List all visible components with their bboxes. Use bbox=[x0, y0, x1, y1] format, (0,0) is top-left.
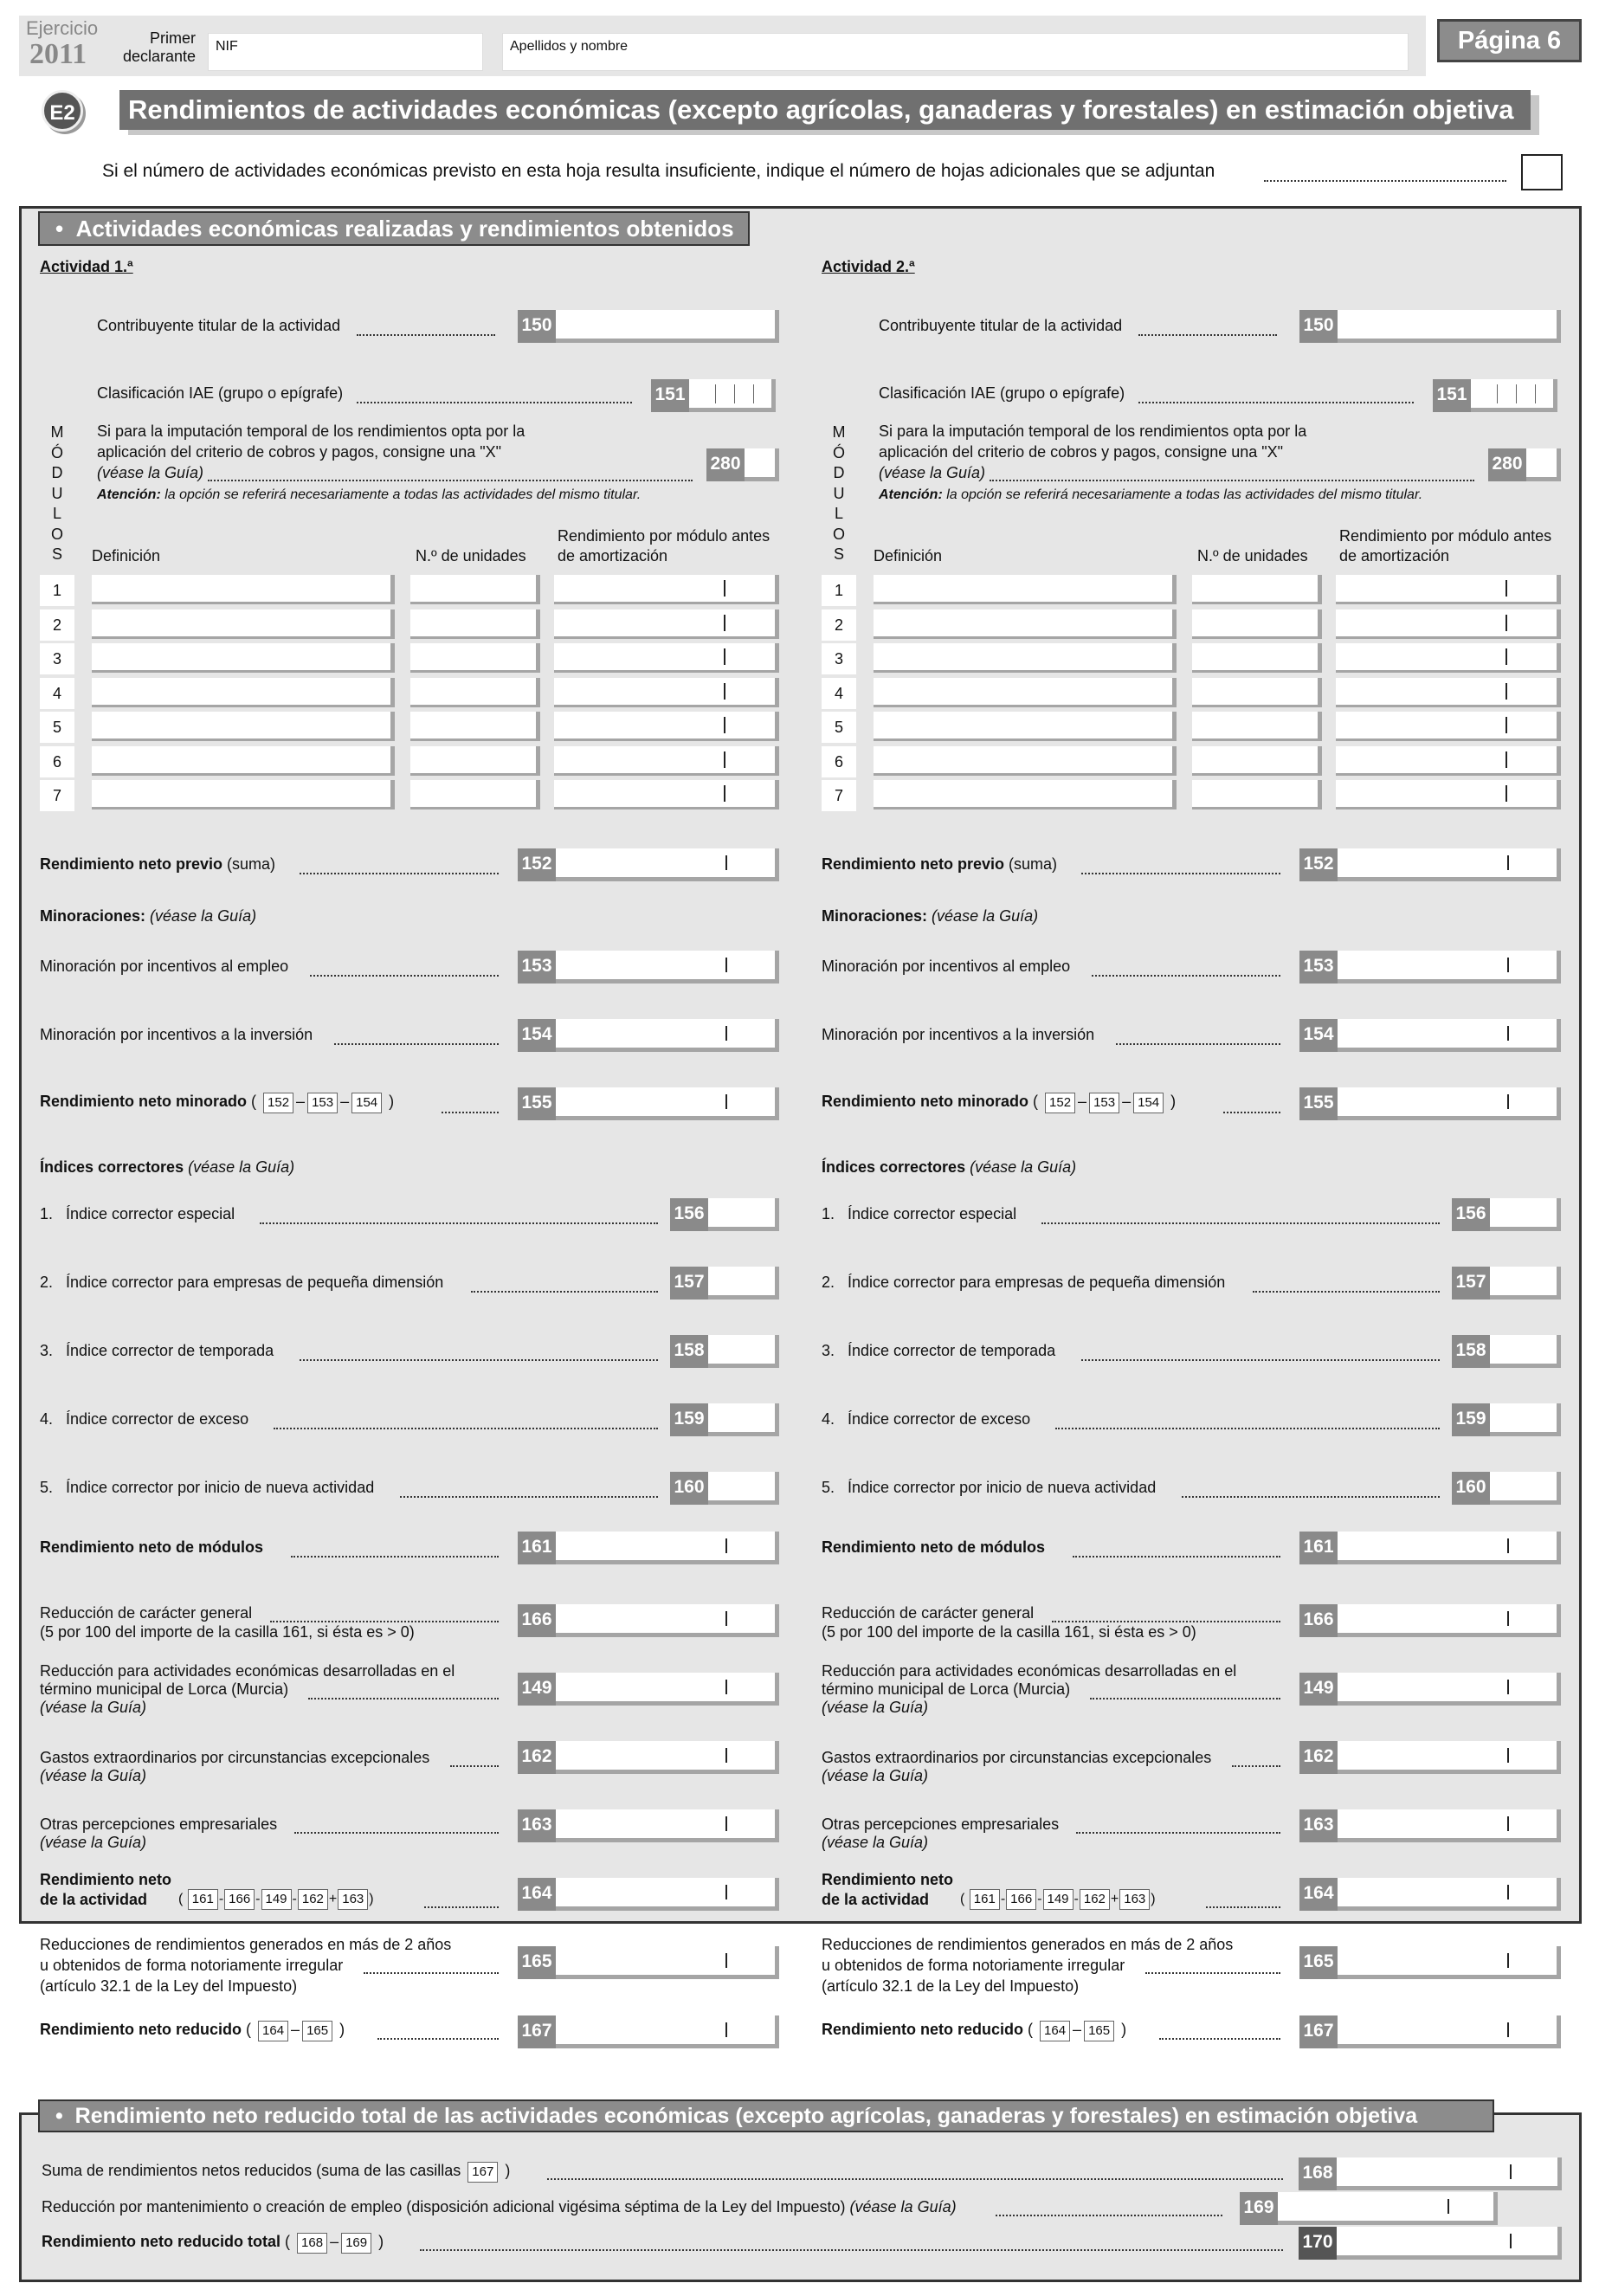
act1-box-151-code: 151 bbox=[651, 379, 689, 412]
act2-box-150[interactable] bbox=[1338, 310, 1561, 343]
act2-red-irreg-label: Reducciones de rendimientos generados en más de 2 años u obtenidos de forma notoriamente irregular (artículo 32.1 de la Ley del Impuesto) bbox=[822, 1936, 1234, 1995]
act2-box-149-code: 149 bbox=[1299, 1673, 1338, 1706]
act2-indice-1-label: 1. Índice corrector especial bbox=[822, 1205, 1017, 1222]
act1-box-162[interactable] bbox=[556, 1741, 779, 1774]
act1-box-149[interactable] bbox=[556, 1673, 779, 1706]
act1-box-150[interactable] bbox=[556, 310, 779, 343]
act1-unidades-cell[interactable] bbox=[410, 678, 540, 707]
act1-neto-previo-label: Rendimiento neto previo (suma) bbox=[40, 855, 276, 873]
act2-red-general-label: Reducción de carácter general (5 por 100 del importe de la casilla 161, si ésta es > 0) bbox=[822, 1604, 1196, 1641]
act1-definicion-cell[interactable] bbox=[92, 712, 395, 741]
act2-box-167-code: 167 bbox=[1299, 2015, 1338, 2048]
act2-unidades-cell[interactable] bbox=[1192, 643, 1322, 673]
act1-unidades-cell[interactable] bbox=[410, 712, 540, 741]
act1-box-166[interactable] bbox=[556, 1604, 779, 1637]
act1-rend-mod-cell[interactable] bbox=[554, 575, 779, 604]
act2-box-161[interactable] bbox=[1338, 1532, 1561, 1564]
act1-rend-mod-cell[interactable] bbox=[554, 712, 779, 741]
act2-row-number: 1 bbox=[822, 575, 856, 606]
act2-label: Actividad 2.ª bbox=[822, 258, 915, 275]
year: 2011 bbox=[29, 38, 87, 70]
act2-box-167[interactable] bbox=[1338, 2015, 1561, 2048]
total-label: Rendimiento neto reducido total ( 168 – 169 ) bbox=[42, 2233, 384, 2254]
act2-unidades-cell[interactable] bbox=[1192, 780, 1322, 809]
act2-box-152-code: 152 bbox=[1299, 848, 1338, 881]
act2-clasificacion-label: Clasificación IAE (grupo o epígrafe) bbox=[879, 384, 1125, 402]
act1-indice-4-label: 4. Índice corrector de exceso bbox=[40, 1410, 249, 1428]
act2-gastos-label: Gastos extraordinarios por circunstancias excepcionales (véase la Guía) bbox=[822, 1749, 1212, 1784]
act1-box-156[interactable] bbox=[708, 1198, 779, 1231]
act2-box-162[interactable] bbox=[1338, 1741, 1561, 1774]
act2-indices-label: Índices correctores (véase la Guía) bbox=[822, 1158, 1077, 1176]
act2-definicion-cell[interactable] bbox=[874, 780, 1177, 809]
act1-red-irreg-label: Reducciones de rendimientos generados en más de 2 años u obtenidos de forma notoriamente irregular (artículo 32.1 de la Ley del Impuesto) bbox=[40, 1936, 452, 1995]
suma-label: Suma de rendimientos netos reducidos (suma de las casillas 167 ) bbox=[42, 2162, 510, 2183]
act2-neto-previo-label: Rendimiento neto previo (suma) bbox=[822, 855, 1058, 873]
act1-definicion-header: Definición bbox=[92, 547, 161, 564]
act1-min-inversion-label: Minoración por incentivos a la inversión bbox=[40, 1026, 313, 1043]
act2-modulos-vertical: M Ó D U L O S bbox=[832, 423, 846, 563]
act1-indice-5-label: 5. Índice corrector por inicio de nueva actividad bbox=[40, 1479, 375, 1496]
act2-definicion-cell[interactable] bbox=[874, 712, 1177, 741]
act1-criterio-line1: Si para la imputación temporal de los rendimientos opta por la bbox=[97, 422, 525, 440]
act2-box-163[interactable] bbox=[1338, 1809, 1561, 1842]
additional-sheets-box[interactable] bbox=[1521, 154, 1563, 190]
act1-red-general-label: Reducción de carácter general (5 por 100 del importe de la casilla 161, si ésta es > 0) bbox=[40, 1604, 415, 1641]
act1-box-150-code: 150 bbox=[518, 310, 556, 343]
act1-box-149-code: 149 bbox=[518, 1673, 556, 1706]
act2-box-149[interactable] bbox=[1338, 1673, 1561, 1706]
nif-field[interactable]: NIF bbox=[208, 33, 483, 71]
act1-criterio-line3: (véase la Guía) bbox=[97, 464, 204, 481]
act2-definicion-cell[interactable] bbox=[874, 643, 1177, 673]
act2-box-164-code: 164 bbox=[1299, 1878, 1338, 1911]
act1-row-number: 4 bbox=[40, 678, 74, 709]
act1-neto-minorado-label: Rendimiento neto minorado ( 152 – 153 – 154 ) bbox=[40, 1093, 394, 1113]
act1-neto-act-label: Rendimiento neto de la actividad bbox=[40, 1871, 171, 1908]
act1-neto-act-formula: ( 161 - 166 - 149 - 162 + 163 ) bbox=[178, 1889, 374, 1910]
act2-box-280-code: 280 bbox=[1488, 448, 1526, 481]
act2-unidades-cell[interactable] bbox=[1192, 712, 1322, 741]
act2-box-157[interactable] bbox=[1490, 1267, 1561, 1300]
reduccion-label: Reducción por mantenimiento o creación de empleo (disposición adicional vigésima séptima de la Ley del Impuesto) (véase la Guía) bbox=[42, 2198, 957, 2215]
act2-box-163-code: 163 bbox=[1299, 1809, 1338, 1842]
act2-box-151-code: 151 bbox=[1433, 379, 1471, 412]
act1-indice-2-label: 2. Índice corrector para empresas de pequeña dimensión bbox=[40, 1274, 444, 1291]
act1-red-lorca-label: Reducción para actividades económicas desarrolladas en el término municipal de Lorca (Murcia) (véase la Guía) bbox=[40, 1662, 455, 1716]
act2-indice-5-label: 5. Índice corrector por inicio de nueva actividad bbox=[822, 1479, 1157, 1496]
act2-box-154-code: 154 bbox=[1299, 1019, 1338, 1052]
act1-row-number: 2 bbox=[40, 609, 74, 641]
act1-neto-reducido-label: Rendimiento neto reducido ( 164 – 165 ) bbox=[40, 2021, 345, 2041]
act2-box-161-code: 161 bbox=[1299, 1532, 1338, 1564]
act2-row-number: 2 bbox=[822, 609, 856, 641]
act1-box-161-code: 161 bbox=[518, 1532, 556, 1564]
section-code-badge: E2 bbox=[42, 90, 83, 132]
act2-neto-act-formula: ( 161 - 166 - 149 - 162 + 163 ) bbox=[960, 1889, 1156, 1910]
act1-box-153[interactable] bbox=[556, 951, 779, 984]
act2-box-158[interactable] bbox=[1490, 1335, 1561, 1368]
act1-unidades-header: N.º de unidades bbox=[416, 547, 526, 564]
act2-atencion: Atención: la opción se referirá necesariamente a todas las actividades del mismo titular. bbox=[879, 487, 1423, 502]
act2-criterio-line2: aplicación del criterio de cobros y pagos, consigne una "X" bbox=[879, 443, 1284, 461]
act1-box-165-code: 165 bbox=[518, 1946, 556, 1979]
act1-neto-modulos-label: Rendimiento neto de módulos bbox=[40, 1538, 264, 1556]
act2-neto-minorado-label: Rendimiento neto minorado ( 152 – 153 – 154 ) bbox=[822, 1093, 1176, 1113]
act2-unidades-cell[interactable] bbox=[1192, 746, 1322, 776]
act1-definicion-cell[interactable] bbox=[92, 746, 395, 776]
act2-box-166-code: 166 bbox=[1299, 1604, 1338, 1637]
act1-row-number: 5 bbox=[40, 712, 74, 743]
act2-box-165-code: 165 bbox=[1299, 1946, 1338, 1979]
act1-rend-mod-cell[interactable] bbox=[554, 643, 779, 673]
act1-rend-mod-cell[interactable] bbox=[554, 746, 779, 776]
act1-minoraciones-label: Minoraciones: (véase la Guía) bbox=[40, 907, 257, 925]
act1-rend-mod-cell[interactable] bbox=[554, 780, 779, 809]
act1-indice-1-label: 1. Índice corrector especial bbox=[40, 1205, 235, 1222]
act1-box-152[interactable] bbox=[556, 848, 779, 881]
act2-unidades-cell[interactable] bbox=[1192, 678, 1322, 707]
act2-box-164[interactable] bbox=[1338, 1878, 1561, 1911]
act1-min-empleo-label: Minoración por incentivos al empleo bbox=[40, 958, 289, 975]
act2-definicion-header: Definición bbox=[874, 547, 943, 564]
box-169[interactable] bbox=[1278, 2192, 1498, 2225]
box-168-code: 168 bbox=[1299, 2157, 1337, 2190]
act2-box-155-code: 155 bbox=[1299, 1087, 1338, 1120]
act1-box-155-code: 155 bbox=[518, 1087, 556, 1120]
act1-box-163-code: 163 bbox=[518, 1809, 556, 1842]
act2-box-155[interactable] bbox=[1338, 1087, 1561, 1120]
act2-rend-mod-cell[interactable] bbox=[1336, 712, 1561, 741]
act2-box-158-code: 158 bbox=[1452, 1335, 1490, 1368]
act1-definicion-cell[interactable] bbox=[92, 643, 395, 673]
act1-row-number: 6 bbox=[40, 746, 74, 777]
act1-box-280[interactable] bbox=[745, 448, 779, 481]
act1-box-154-code: 154 bbox=[518, 1019, 556, 1052]
act2-definicion-cell[interactable] bbox=[874, 746, 1177, 776]
act1-box-159-code: 159 bbox=[670, 1403, 708, 1436]
act1-box-160[interactable] bbox=[708, 1472, 779, 1505]
act2-definicion-cell[interactable] bbox=[874, 678, 1177, 707]
act1-box-157-code: 157 bbox=[670, 1267, 708, 1300]
act2-box-280[interactable] bbox=[1526, 448, 1561, 481]
act1-label: Actividad 1.ª bbox=[40, 258, 133, 275]
act1-box-163[interactable] bbox=[556, 1809, 779, 1842]
act1-contribuyente-label: Contribuyente titular de la actividad bbox=[97, 317, 341, 334]
act1-box-152-code: 152 bbox=[518, 848, 556, 881]
act2-box-154[interactable] bbox=[1338, 1019, 1561, 1052]
section1-title: • Actividades económicas realizadas y rendimientos obtenidos bbox=[38, 211, 750, 246]
section2-title: • Rendimiento neto reducido total de las actividades económicas (excepto agrícolas, ganaderas y forestales) en estimación objetiva bbox=[38, 2099, 1494, 2132]
act2-box-152[interactable] bbox=[1338, 848, 1561, 881]
act1-box-161[interactable] bbox=[556, 1532, 779, 1564]
act1-box-167[interactable] bbox=[556, 2015, 779, 2048]
act2-neto-act-label: Rendimiento neto de la actividad bbox=[822, 1871, 953, 1908]
act2-minoraciones-label: Minoraciones: (véase la Guía) bbox=[822, 907, 1039, 925]
act1-box-160-code: 160 bbox=[670, 1472, 708, 1505]
act2-row-number: 5 bbox=[822, 712, 856, 743]
act2-definicion-cell[interactable] bbox=[874, 575, 1177, 604]
box-170[interactable] bbox=[1337, 2227, 1562, 2260]
act2-box-162-code: 162 bbox=[1299, 1741, 1338, 1774]
act1-box-162-code: 162 bbox=[518, 1741, 556, 1774]
act2-unidades-cell[interactable] bbox=[1192, 575, 1322, 604]
act1-atencion: Atención: la opción se referirá necesariamente a todas las actividades del mismo titular. bbox=[97, 487, 642, 502]
act2-box-160-code: 160 bbox=[1452, 1472, 1490, 1505]
act2-rend-mod-header: Rendimiento por módulo antes de amortización bbox=[1339, 527, 1552, 564]
act2-rend-mod-cell[interactable] bbox=[1336, 678, 1561, 707]
act1-box-154[interactable] bbox=[556, 1019, 779, 1052]
act1-box-167-code: 167 bbox=[518, 2015, 556, 2048]
act2-indice-3-label: 3. Índice corrector de temporada bbox=[822, 1342, 1056, 1359]
additional-sheets-label: Si el número de actividades económicas previsto en esta hoja resulta insuficiente, indique el número de hojas adicionales que se adjuntan bbox=[102, 161, 1215, 181]
act2-row-number: 6 bbox=[822, 746, 856, 777]
act1-box-158[interactable] bbox=[708, 1335, 779, 1368]
act1-otras-label: Otras percepciones empresariales (véase la Guía) bbox=[40, 1816, 278, 1851]
ejercicio-label: Ejercicio bbox=[26, 17, 99, 39]
act2-red-lorca-label: Reducción para actividades económicas desarrolladas en el término municipal de Lorca (Murcia) (véase la Guía) bbox=[822, 1662, 1237, 1716]
act1-clasificacion-label: Clasificación IAE (grupo o epígrafe) bbox=[97, 384, 344, 402]
act1-unidades-cell[interactable] bbox=[410, 746, 540, 776]
act1-box-164[interactable] bbox=[556, 1878, 779, 1911]
act2-box-156-code: 156 bbox=[1452, 1198, 1490, 1231]
act1-definicion-cell[interactable] bbox=[92, 678, 395, 707]
act2-neto-reducido-label: Rendimiento neto reducido ( 164 – 165 ) bbox=[822, 2021, 1126, 2041]
act1-box-153-code: 153 bbox=[518, 951, 556, 984]
act2-contribuyente-label: Contribuyente titular de la actividad bbox=[879, 317, 1123, 334]
act1-indices-label: Índices correctores (véase la Guía) bbox=[40, 1158, 295, 1176]
act1-rend-mod-cell[interactable] bbox=[554, 678, 779, 707]
act1-box-280-code: 280 bbox=[706, 448, 745, 481]
act2-otras-label: Otras percepciones empresariales (véase la Guía) bbox=[822, 1816, 1060, 1851]
act2-box-150-code: 150 bbox=[1299, 310, 1338, 343]
act1-box-151[interactable] bbox=[689, 379, 776, 412]
act2-min-empleo-label: Minoración por incentivos al empleo bbox=[822, 958, 1071, 975]
act1-box-159[interactable] bbox=[708, 1403, 779, 1436]
act1-unidades-cell[interactable] bbox=[410, 575, 540, 604]
act1-box-164-code: 164 bbox=[518, 1878, 556, 1911]
act2-rend-mod-cell[interactable] bbox=[1336, 780, 1561, 809]
act2-neto-modulos-label: Rendimiento neto de módulos bbox=[822, 1538, 1046, 1556]
act2-unidades-cell[interactable] bbox=[1192, 609, 1322, 639]
act1-box-158-code: 158 bbox=[670, 1335, 708, 1368]
box-168[interactable] bbox=[1337, 2157, 1562, 2190]
act1-definicion-cell[interactable] bbox=[92, 609, 395, 639]
page-label: Página 6 bbox=[1437, 19, 1582, 62]
act2-box-165[interactable] bbox=[1338, 1946, 1561, 1979]
act2-indice-4-label: 4. Índice corrector de exceso bbox=[822, 1410, 1031, 1428]
nombre-field[interactable]: Apellidos y nombre bbox=[502, 33, 1409, 71]
act2-criterio-line1: Si para la imputación temporal de los rendimientos opta por la bbox=[879, 422, 1307, 440]
act2-box-153-code: 153 bbox=[1299, 951, 1338, 984]
act2-box-159[interactable] bbox=[1490, 1403, 1561, 1436]
act2-box-159-code: 159 bbox=[1452, 1403, 1490, 1436]
act1-box-157[interactable] bbox=[708, 1267, 779, 1300]
act2-rend-mod-cell[interactable] bbox=[1336, 643, 1561, 673]
page-title: Rendimientos de actividades económicas (excepto agrícolas, ganaderas y forestales) en estimación objetiva bbox=[119, 90, 1531, 130]
declarante-label: Primer declarante bbox=[122, 29, 196, 65]
act1-row-number: 3 bbox=[40, 643, 74, 674]
act2-box-166[interactable] bbox=[1338, 1604, 1561, 1637]
act1-unidades-cell[interactable] bbox=[410, 780, 540, 809]
act2-rend-mod-cell[interactable] bbox=[1336, 575, 1561, 604]
act2-indice-2-label: 2. Índice corrector para empresas de pequeña dimensión bbox=[822, 1274, 1226, 1291]
act1-indice-3-label: 3. Índice corrector de temporada bbox=[40, 1342, 274, 1359]
act1-box-165[interactable] bbox=[556, 1946, 779, 1979]
act1-row-number: 1 bbox=[40, 575, 74, 606]
act1-criterio-line2: aplicación del criterio de cobros y pagos, consigne una "X" bbox=[97, 443, 502, 461]
act1-modulos-vertical: M Ó D U L O S bbox=[50, 423, 64, 563]
act1-rend-mod-header: Rendimiento por módulo antes de amortización bbox=[558, 527, 770, 564]
act2-unidades-header: N.º de unidades bbox=[1197, 547, 1308, 564]
box-170-code: 170 bbox=[1299, 2227, 1337, 2260]
act1-definicion-cell[interactable] bbox=[92, 780, 395, 809]
act2-rend-mod-cell[interactable] bbox=[1336, 609, 1561, 639]
act2-row-number: 3 bbox=[822, 643, 856, 674]
act2-criterio-line3: (véase la Guía) bbox=[879, 464, 986, 481]
act2-row-number: 4 bbox=[822, 678, 856, 709]
act1-definicion-cell[interactable] bbox=[92, 575, 395, 604]
act1-gastos-label: Gastos extraordinarios por circunstancias excepcionales (véase la Guía) bbox=[40, 1749, 430, 1784]
act2-box-153[interactable] bbox=[1338, 951, 1561, 984]
act2-box-160[interactable] bbox=[1490, 1472, 1561, 1505]
act1-unidades-cell[interactable] bbox=[410, 609, 540, 639]
act1-box-166-code: 166 bbox=[518, 1604, 556, 1637]
act2-box-156[interactable] bbox=[1490, 1198, 1561, 1231]
act2-box-151[interactable] bbox=[1471, 379, 1557, 412]
act1-row-number: 7 bbox=[40, 780, 74, 811]
act2-rend-mod-cell[interactable] bbox=[1336, 746, 1561, 776]
act2-row-number: 7 bbox=[822, 780, 856, 811]
act2-definicion-cell[interactable] bbox=[874, 609, 1177, 639]
box-169-code: 169 bbox=[1240, 2192, 1278, 2225]
act1-box-156-code: 156 bbox=[670, 1198, 708, 1231]
act1-rend-mod-cell[interactable] bbox=[554, 609, 779, 639]
act2-box-157-code: 157 bbox=[1452, 1267, 1490, 1300]
act1-unidades-cell[interactable] bbox=[410, 643, 540, 673]
act1-box-155[interactable] bbox=[556, 1087, 779, 1120]
act2-min-inversion-label: Minoración por incentivos a la inversión bbox=[822, 1026, 1095, 1043]
